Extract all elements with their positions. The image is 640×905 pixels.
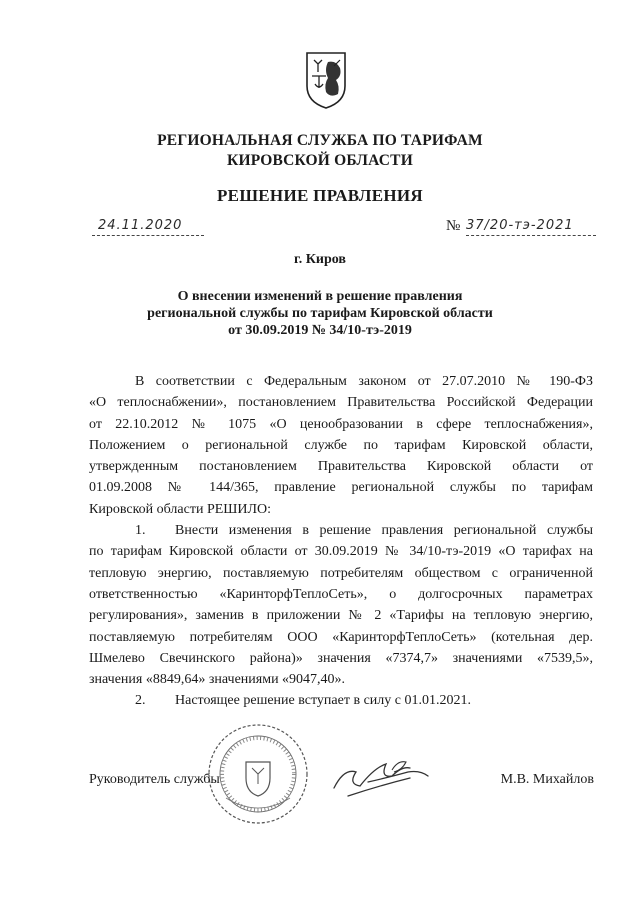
body-line: по тарифам Кировской области от 30.09.2019 № 34/10-тэ-2019 «О тарифах на — [89, 544, 593, 560]
item-2-number: 2. — [135, 693, 146, 709]
city: г. Киров — [294, 252, 346, 267]
body-line: В соответствии с Федеральным законом от 27.07.2010 № 190-ФЗ — [135, 374, 593, 389]
decision-date — [92, 218, 204, 238]
body-line: регулирования», заменив в приложении № 2 «Тарифы на тепловую энергию, — [89, 608, 593, 624]
subject-line: от 30.09.2019 № 34/10-тэ-2019 — [228, 323, 412, 338]
subject-line: О внесении изменений в решение правления — [177, 289, 463, 304]
subject-heading — [0, 288, 640, 339]
body-line: ответственностью «КаринторфТеплоСеть», о долгосрочных параметрах — [89, 586, 593, 602]
body-line: Шмелево Свечинского района)» значения «7374,7» значениями «7539,5», — [89, 650, 593, 666]
body-line: Положением о региональной службе по тарифам Кировской области, — [89, 437, 593, 453]
item-1-number: 1. — [135, 523, 146, 539]
body-line: значения «8849,64» значениями «9047,40». — [89, 672, 346, 688]
body-line: от 22.10.2012 № 1075 «О ценообразовании в сфере теплоснабжения», — [89, 416, 593, 432]
item-1-text: Внести изменения в решение правления региональной службы — [175, 523, 593, 539]
decision-number — [446, 218, 596, 238]
signatory-name: М.В. Михайлов — [500, 772, 594, 787]
document-title: РЕШЕНИЕ ПРАВЛЕНИЯ — [217, 186, 423, 205]
body-line: 01.09.2008 № 144/365, правление региональной службы по тарифам — [89, 480, 593, 496]
handwritten-number: 37/20-тэ-2021 — [466, 218, 574, 233]
subject-line: региональной службы по тарифам Кировской области — [147, 306, 493, 321]
document-body — [89, 371, 593, 712]
organization-name-line2: КИРОВСКОЙ ОБЛАСТИ — [227, 152, 413, 169]
organization-name-line1: РЕГИОНАЛЬНАЯ СЛУЖБА ПО ТАРИФАМ — [157, 132, 483, 149]
number-sign: № — [446, 218, 461, 234]
coat-of-arms-icon — [304, 50, 348, 110]
signatory-title: Руководитель службы — [89, 772, 220, 787]
body-line: «О теплоснабжении», постановлением Правительства Российской Федерации — [89, 395, 593, 411]
handwritten-date: 24.11.2020 — [98, 218, 183, 233]
body-line: Кировской области РЕШИЛО: — [89, 501, 272, 517]
body-line: утвержденным постановлением Правительства Кировской области от — [89, 459, 593, 475]
body-line: поставляемую потребителям ООО «КаринторфТеплоСеть» (котельная дер. — [89, 629, 593, 645]
date-underline — [92, 235, 204, 236]
item-2-line — [89, 690, 593, 711]
item-2-text: Настоящее решение вступает в силу с 01.01.2021. — [175, 693, 471, 709]
item-1-first-line — [89, 520, 593, 541]
handwritten-signature-icon — [328, 752, 448, 802]
number-underline — [466, 235, 596, 236]
body-line: тепловую энергию, поставляемую потребителям обществом с ограниченной — [89, 565, 593, 581]
official-seal-icon — [206, 722, 310, 826]
